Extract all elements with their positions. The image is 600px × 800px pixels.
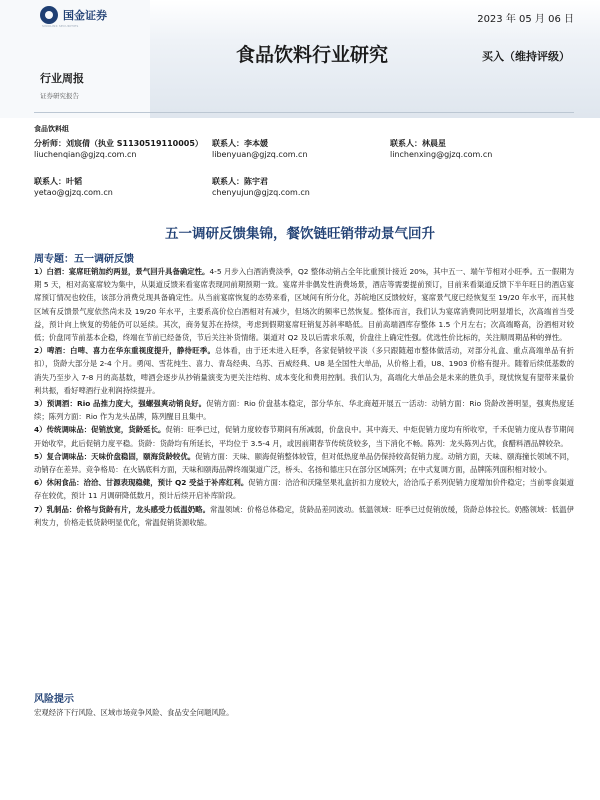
company-logo xyxy=(40,6,107,24)
analyst-1-email[interactable]: liuchenqian@gjzq.com.cn xyxy=(34,150,137,159)
body-content xyxy=(34,265,574,529)
paragraph-condiments xyxy=(34,423,574,449)
paragraph-lead: 3）预调酒：Rio 品推力度大，强螺强爽动销良好。 xyxy=(34,399,207,409)
paragraph-text: 促销方面：天味、颐海促销整体较管，但对低热度单品仍保持较高促销力度。动销方面，天味、颐海撞长领域不同，动销存在差异。竞争格局：在火锅底料方面，天味和颐海品牌终端渠道广泛，桥头、名扬和德庄只在部分区域陈列；在中式复调方面，品牌陈列面积相对较小。 xyxy=(34,451,574,475)
paragraph-text: 总体看，由于还未进入旺季，各家促销较平淡（多只跟随超市整体做活动，对部分礼盒、重点高端单品有折扣），货龄大部分是 2-4 个月。勇闯、雪花纯生、喜力、青岛经典、乌苏、百威经典、U8 是全国性大单品，从价格上看，U8、1903 价格有提升。随着后续低基数的消失乃至步入 7-8 月的高基数，啤酒会逐步从抄销量演变为更关注结构、成本变化和费用控制。我们认为，高端化大单品会是未来的胜负手，现忧恢复有望带来量价利共振，看好啤酒行业利润持续提升。 xyxy=(34,346,574,395)
analyst-5-label: 联系人：陈宇君 xyxy=(212,177,268,186)
analyst-4-email[interactable]: yetao@gjzq.com.cn xyxy=(34,188,113,197)
paragraph-dairy xyxy=(34,503,574,529)
logo-name: 国金证券 xyxy=(63,9,107,22)
analyst-4-label: 联系人：叶韬 xyxy=(34,177,82,186)
logo-subtitle: SINOLINK SECURITIES xyxy=(42,24,79,28)
paragraph-text: 促销：旺季已过，促销力度较春节期间有所减弱，价盘良中。其中海天、中炬促销力度均有所收窄，千禾促销力度从春节期间开始收窄，此后促销力度平稳。货龄：货龄均有所延长，平均位于 3.5-4 月，或因前期春节传统货较多，当下消化不畅。陈列：龙头陈列占优，食醋料酒品牌较杂。 xyxy=(34,425,574,448)
paragraph-beer xyxy=(34,344,574,397)
analyst-2 xyxy=(212,138,308,160)
sector-label: 食品饮料组 xyxy=(34,125,69,133)
analyst-4 xyxy=(34,176,113,198)
paragraph-lead: 5）复合调味品：天味价盘稳固，颐海货龄较优。 xyxy=(34,451,196,461)
analyst-3 xyxy=(390,138,492,160)
risk-text: 宏观经济下行风险、区域市场竞争风险、食品安全问题风险。 xyxy=(34,708,234,717)
paragraph-lead: 4）传统调味品：促销放宽，货龄延长。 xyxy=(34,425,166,435)
analyst-2-email[interactable]: libenyuan@gjzq.com.cn xyxy=(212,150,308,159)
analyst-1-label: 分析师：刘宸倩（执业 S1130519110005） xyxy=(34,139,203,148)
paragraph-compound-seasoning xyxy=(34,450,574,476)
analyst-3-label: 联系人：林晨星 xyxy=(390,139,446,148)
paragraph-lead: 7）乳制品：价格与货龄有片，龙头感受力低温奶略。 xyxy=(34,504,211,514)
paragraph-baijiu xyxy=(34,265,574,344)
paragraph-text: 4-5 月步入白酒消费淡季，Q2 整体动销占全年比重预计接近 20%，其中五一、端午节相对小旺季。五一假期为期 5 天，相对高宴席较为集中，从渠道反馈来看宴席表现同前期预期一致。宴席并非偶发性消费场景，酒店等需要提前预订，目前来看渠道反馈下半年旺日的酒店宴席预订情况也较佳，该部分消费兑现具备确定性。从当前宴席恢复的态势来看，区域间有所分化，苏皖地区反馈较好，宴席景气度已经恢复至 19/20 年水平，而其他区域有反馈景气度依然尚未及 19/20 年水平，主要系高价位白酒相对有减少，但场次的频率已然恢复。整体而言，我们认为宴席消费同比明显增长，次高端首当受益，预计向上恢复的势能仍可以延续。其次，商务复苏在持续，考虑到假期宴席旺销复苏斜率略低。目前高端酒库存整体 1.5 个月左右；次高端略高，汾酒相对较低；价盘同节前基本企稳，终端在节前已经备货，节后关注补货情绪。渠道对 Q2 及以后需求乐观，价盘往上确定性强。优选性价比标的，关注顺周期品种的弹性。 xyxy=(34,267,574,343)
analyst-5 xyxy=(212,176,310,198)
section-topic-heading: 周专题：五一调研反馈 xyxy=(34,254,134,265)
report-title: 食品饮料行业研究 xyxy=(236,44,389,66)
report-date: 2023 年 05 月 06 日 xyxy=(477,14,574,25)
paragraph-premix xyxy=(34,397,574,423)
analyst-5-email[interactable]: chenyujun@gjzq.com.cn xyxy=(212,188,310,197)
paragraph-lead: 1）白酒：宴席旺销加约两显，景气回升具备确定性。 xyxy=(34,267,210,276)
analyst-2-label: 联系人：李本媛 xyxy=(212,139,268,148)
report-type: 行业周报 xyxy=(40,72,84,85)
paragraph-text: 促销方面：Rio 价盘基本稳定，部分华东、华北商超开展五一活动：动销方面：Rio 货龄改善明显，强爽热度延续；陈列方面：Rio 作为龙头品牌，陈列醒目且集中。 xyxy=(34,399,574,422)
section-risk-heading: 风险提示 xyxy=(34,694,74,705)
paragraph-snacks xyxy=(34,476,574,502)
analyst-1 xyxy=(34,138,203,160)
paragraph-lead: 2）啤酒：白啤、喜力在华东重视度提升，静待旺季。 xyxy=(34,346,216,356)
logo-mark-icon xyxy=(40,6,58,24)
analyst-block xyxy=(34,124,574,197)
paragraph-text: 常温领域：价格总体稳定，货龄品差同波动。低温领域：旺季已过促销放缓，货龄总体拉长。奶酪领域：低温伊利发力，价格走低货龄明显优化，常温促销货源收缩。 xyxy=(34,504,574,527)
paragraph-text: 促销方面：洽洽和沃隆坚果礼盒折扣力度较大，洽洽瓜子系列促销力度增加价件稳定；当前零食渠道存在较优，预计 11 月调研降低数月，预计后续开启补库阶段。 xyxy=(34,478,574,501)
analyst-3-email[interactable]: linchenxing@gjzq.com.cn xyxy=(390,150,493,159)
report-subtype: 证券研究报告 xyxy=(40,92,79,100)
paragraph-lead: 6）休闲食品：洽洽、甘源表现稳健，预计 Q2 受益于补库红利。 xyxy=(34,478,249,488)
report-headline: 五一调研反馈集锦，餐饮链旺销带动景气回升 xyxy=(165,226,435,242)
rating-label: 买入（维持评级） xyxy=(482,50,570,63)
header-divider xyxy=(34,112,574,113)
